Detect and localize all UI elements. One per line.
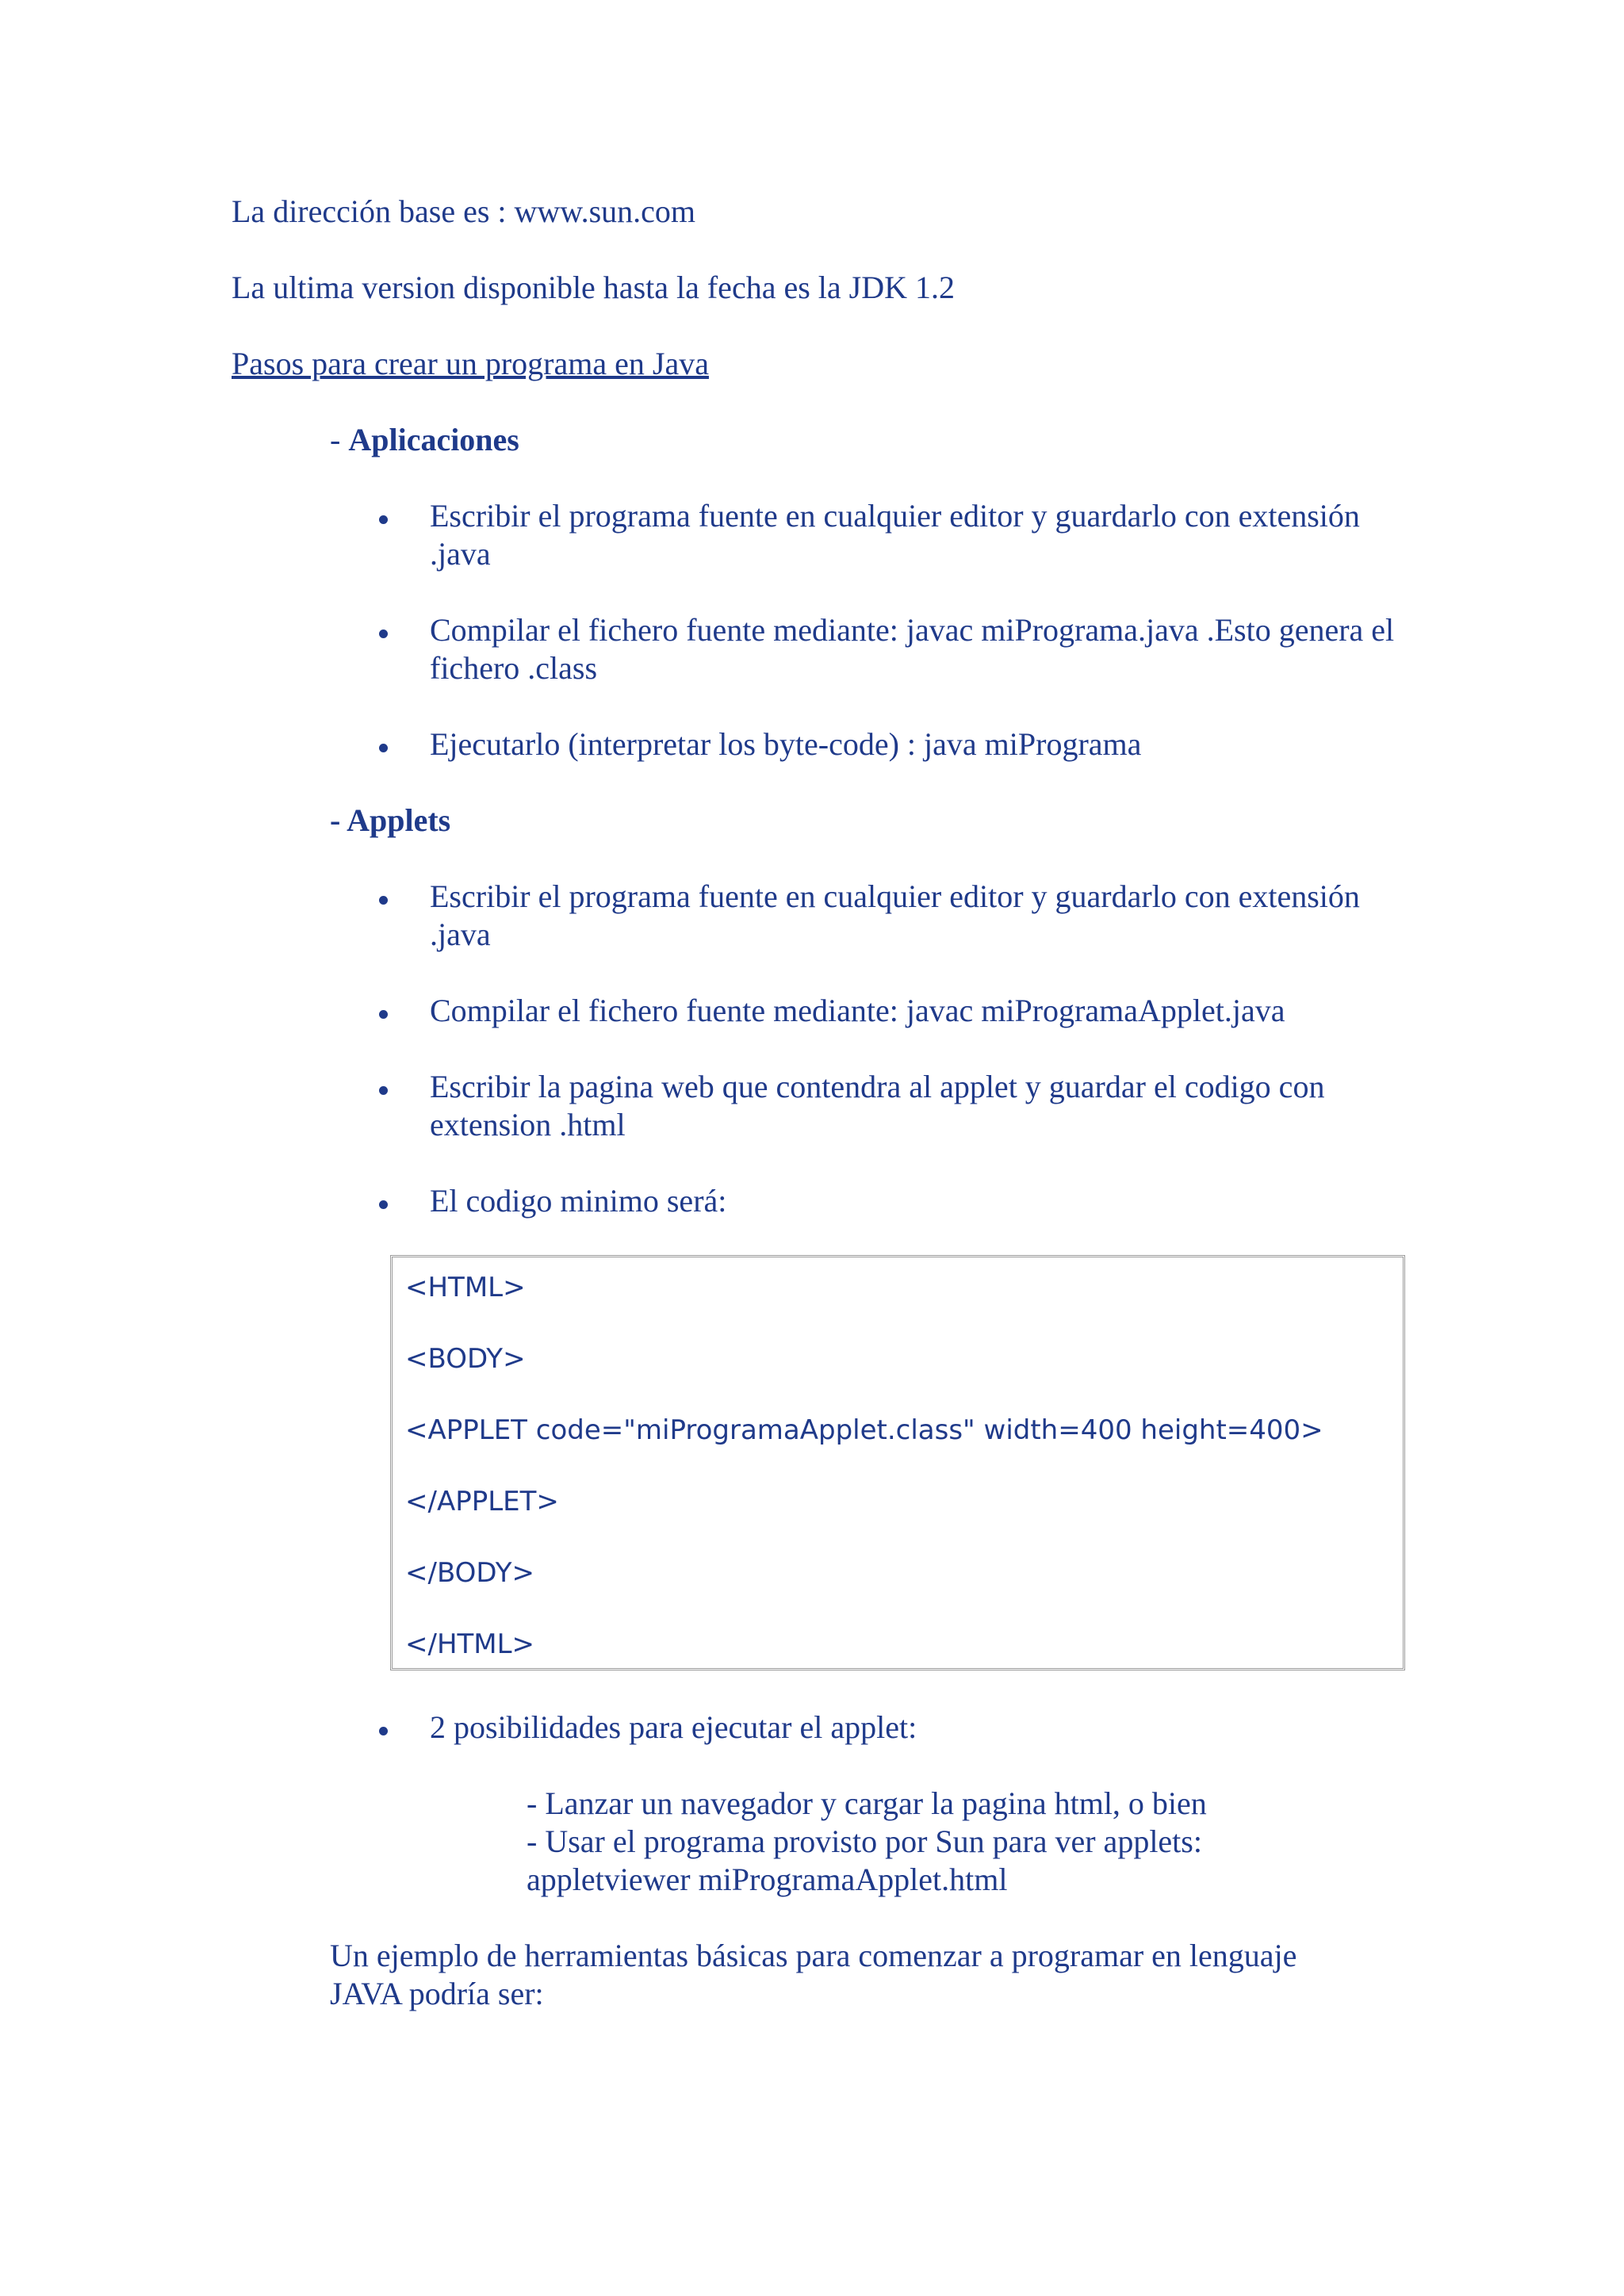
applications-item: Escribir el programa fuente en cualquier editor y guardarlo con extensión .java	[430, 498, 1360, 572]
latest-version-line: La ultima version disponible hasta la fecha es la JDK 1.2	[232, 270, 955, 305]
base-address-line: La dirección base es : www.sun.com	[232, 193, 695, 229]
bullet-icon	[379, 1200, 388, 1209]
applications-heading	[330, 421, 519, 459]
applets-run-item: 2 posibilidades para ejecutar el applet:	[430, 1709, 917, 1745]
bullet-icon	[379, 1010, 388, 1019]
applets-heading: - Applets	[330, 802, 451, 838]
code-box	[390, 1255, 1405, 1670]
run-option: - Usar el programa provisto por Sun para ver applets:	[527, 1823, 1202, 1859]
code-line: <BODY>	[405, 1343, 526, 1375]
applications-heading-text: Aplicaciones	[348, 422, 519, 457]
run-option: appletviewer miProgramaApplet.html	[527, 1862, 1008, 1897]
code-line: </BODY>	[405, 1557, 535, 1589]
closing-line-2: JAVA podría ser:	[330, 1976, 544, 2011]
code-line: <HTML>	[405, 1272, 526, 1303]
bullet-icon	[379, 629, 388, 638]
run-option: - Lanzar un navegador y cargar la pagina html, o bien	[527, 1785, 1207, 1821]
bullet-icon	[379, 896, 388, 905]
bullet-icon	[379, 1727, 388, 1735]
code-line: </HTML>	[405, 1628, 535, 1660]
code-line: </APPLET>	[405, 1486, 559, 1517]
applets-item: Escribir la pagina web que contendra al applet y guardar el codigo con extension .html	[430, 1069, 1325, 1142]
applications-item: Compilar el fichero fuente mediante: javac miPrograma.java .Esto genera el fichero .class	[430, 612, 1395, 686]
applications-dash: -	[330, 422, 349, 457]
steps-title: Pasos para crear un programa en Java	[232, 346, 709, 381]
code-line: <APPLET code="miProgramaApplet.class" width=400 height=400>	[405, 1414, 1323, 1446]
applets-item: Escribir el programa fuente en cualquier editor y guardarlo con extensión .java	[430, 878, 1360, 952]
applications-item: Ejecutarlo (interpretar los byte-code) : java miPrograma	[430, 726, 1142, 762]
applets-item: Compilar el fichero fuente mediante: javac miProgramaApplet.java	[430, 993, 1285, 1028]
bullet-icon	[379, 744, 388, 752]
bullet-icon	[379, 515, 388, 524]
applets-item: El codigo minimo será:	[430, 1183, 727, 1219]
closing-line-1: Un ejemplo de herramientas básicas para comenzar a programar en lenguaje	[330, 1938, 1297, 1973]
bullet-icon	[379, 1086, 388, 1095]
